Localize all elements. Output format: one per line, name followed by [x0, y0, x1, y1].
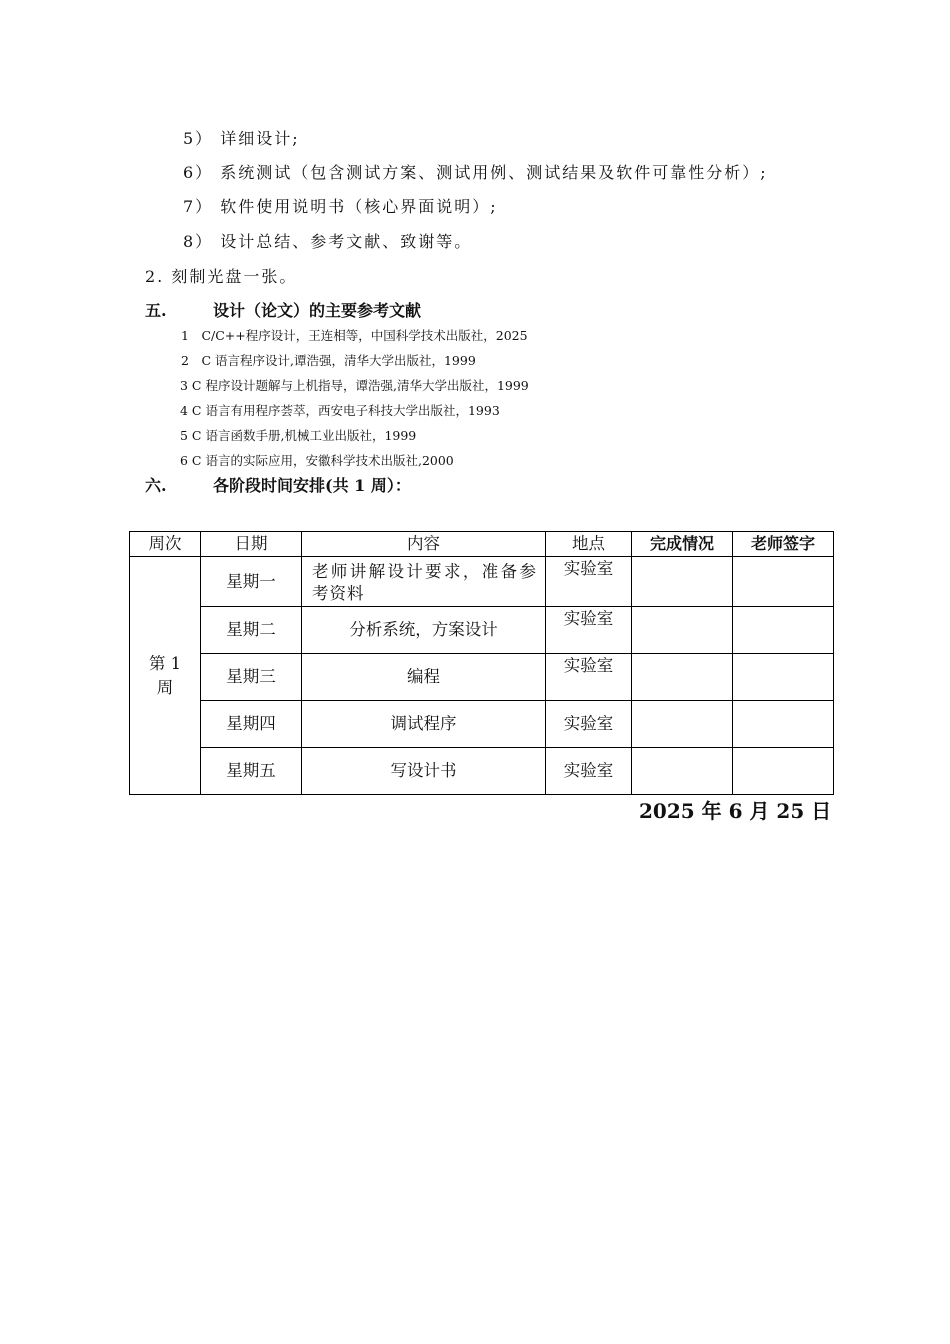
reference-4: 4 C 语言有用程序荟萃，西安电子科技大学出版社，1993 [180, 403, 500, 418]
signature-cell [733, 748, 834, 795]
schedule-table [129, 531, 834, 795]
item-6: 6） 系统测试（包含测试方案、测试用例、测试结果及软件可靠性分析）; [183, 163, 768, 182]
item-5: 5） 详细设计; [183, 129, 300, 148]
item-cd: 2. 刻制光盘一张。 [145, 267, 298, 286]
week-cell: 第 1 周 [130, 557, 201, 795]
header-content: 内容 [302, 532, 546, 557]
reference-2: 2 C 语言程序设计,谭浩强，清华大学出版社，1999 [181, 353, 476, 368]
signature-cell [733, 654, 834, 701]
signature-cell [733, 557, 834, 607]
day-cell: 星期二 [201, 607, 302, 654]
table-row [130, 654, 834, 701]
place-cell: 实验室 [546, 607, 632, 654]
content-cell: 调试程序 [302, 701, 546, 748]
content-cell: 分析系统，方案设计 [302, 607, 546, 654]
table-row [130, 557, 834, 607]
completion-cell [632, 701, 733, 748]
table-row [130, 748, 834, 795]
content-cell: 老师讲解设计要求，准备参考资料 [302, 557, 546, 607]
completion-cell [632, 607, 733, 654]
section-6-heading [145, 473, 411, 496]
table-row [130, 701, 834, 748]
document-date: 2025 年 6 月 25 日 [639, 799, 832, 823]
place-cell: 实验室 [546, 557, 632, 607]
table-row [130, 607, 834, 654]
reference-5: 5 C 语言函数手册,机械工业出版社，1999 [180, 428, 417, 443]
completion-cell [632, 654, 733, 701]
header-completion: 完成情况 [632, 532, 733, 557]
place-cell: 实验室 [546, 748, 632, 795]
section-6-number: 六. [145, 476, 167, 495]
day-cell: 星期五 [201, 748, 302, 795]
completion-cell [632, 748, 733, 795]
table-header-row [130, 532, 834, 557]
section-5-title: 设计（论文）的主要参考文献 [213, 301, 422, 320]
header-place: 地点 [546, 532, 632, 557]
completion-cell [632, 557, 733, 607]
day-cell: 星期一 [201, 557, 302, 607]
item-8: 8） 设计总结、参考文献、致谢等。 [183, 232, 473, 251]
content-cell: 编程 [302, 654, 546, 701]
reference-6: 6 C 语言的实际应用，安徽科学技术出版社,2000 [180, 453, 454, 468]
day-cell: 星期四 [201, 701, 302, 748]
section-5-heading [145, 298, 421, 321]
header-date: 日期 [201, 532, 302, 557]
day-cell: 星期三 [201, 654, 302, 701]
section-6-title: 各阶段时间安排(共 1 周）： [213, 476, 411, 495]
reference-1: 1 C/C++程序设计，王连相等，中国科学技术出版社，2025 [181, 328, 528, 343]
header-week: 周次 [130, 532, 201, 557]
section-5-number: 五. [145, 301, 167, 320]
signature-cell [733, 607, 834, 654]
content-cell: 写设计书 [302, 748, 546, 795]
signature-cell [733, 701, 834, 748]
reference-3: 3 C 程序设计题解与上机指导，谭浩强,清华大学出版社，1999 [180, 378, 529, 393]
place-cell: 实验室 [546, 701, 632, 748]
item-7: 7） 软件使用说明书（核心界面说明）; [183, 197, 498, 216]
place-cell: 实验室 [546, 654, 632, 701]
header-signature: 老师签字 [733, 532, 834, 557]
